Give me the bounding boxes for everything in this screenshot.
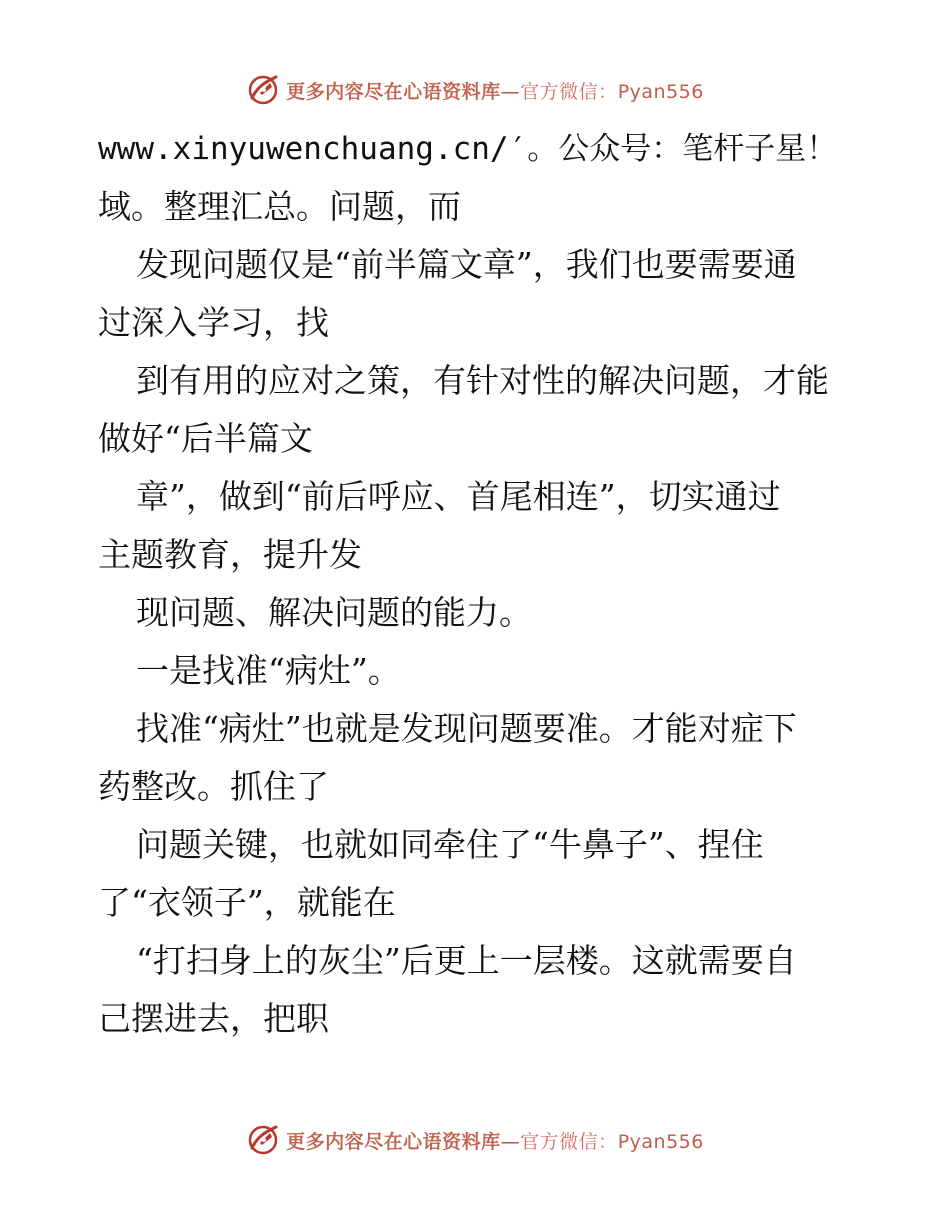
banner-site-name: 更多内容尽在心语资料库 bbox=[286, 1130, 501, 1153]
text-line: 找准“病灶”也就是发现问题要准。才能对症下 bbox=[136, 709, 797, 748]
text-line: 过深入学习，找 bbox=[98, 303, 329, 342]
banner-wechat-id: Pyan556 bbox=[617, 1130, 704, 1153]
text-line: 章”，做到“前后呼应、首尾相连”，切实通过 bbox=[136, 477, 781, 516]
banner-wechat-label: 官方微信： bbox=[520, 1130, 618, 1153]
text-line: 到有用的应对之策，有针对性的解决问题，才能 bbox=[136, 361, 829, 400]
text-line: 主题教育，提升发 bbox=[98, 535, 362, 574]
footer-banner-text bbox=[286, 1127, 704, 1154]
text-line: 现问题、解决问题的能力。 bbox=[136, 593, 532, 632]
text-line: www.xinyuwenchuang.cn/′。公众号：笔杆子星！ bbox=[98, 131, 838, 167]
text-line: 发现问题仅是“前半篇文章”，我们也要需要通 bbox=[136, 245, 797, 284]
footer-banner bbox=[0, 1120, 950, 1160]
header-banner-text bbox=[286, 77, 704, 104]
text-line: 做好“后半篇文 bbox=[98, 419, 313, 458]
text-line: 域。整理汇总。问题，而 bbox=[98, 187, 461, 226]
text-line: “打扫身上的灰尘”后更上一层楼。这就需要自 bbox=[136, 941, 797, 980]
banner-dash: — bbox=[500, 80, 521, 103]
text-line: 问题关键，也就如同牵住了“牛鼻子”、捏住 bbox=[136, 825, 764, 864]
banner-site-name: 更多内容尽在心语资料库 bbox=[286, 80, 501, 103]
text-line: 药整改。抓住了 bbox=[98, 767, 329, 806]
banner-wechat-id: Pyan556 bbox=[617, 80, 704, 103]
pen-nib-logo-icon bbox=[246, 1123, 280, 1157]
banner-wechat-label: 官方微信： bbox=[520, 80, 618, 103]
text-line: 一是找准“病灶”。 bbox=[136, 651, 401, 690]
text-line: 己摆进去，把职 bbox=[98, 999, 329, 1038]
banner-dash: — bbox=[500, 1130, 521, 1153]
pen-nib-logo-icon bbox=[246, 73, 280, 107]
header-banner bbox=[0, 70, 950, 110]
text-line: 了“衣领子”，就能在 bbox=[98, 883, 396, 922]
